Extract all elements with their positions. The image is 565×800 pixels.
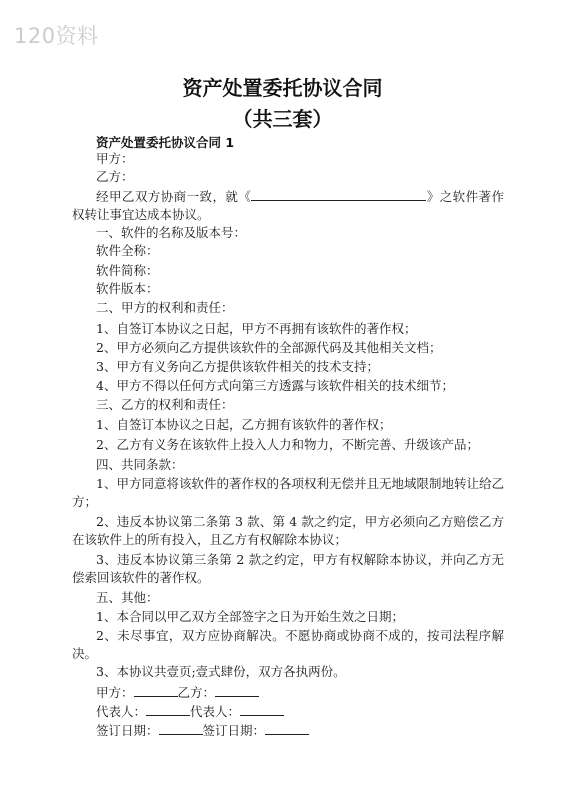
section-2-item: 2、甲方必须向乙方提供该软件的全部源代码及其他相关文档；	[96, 340, 442, 355]
sign-party-a-blank	[134, 682, 178, 697]
section-2-item: 1、自签订本协议之日起，甲方不再拥有该软件的著作权；	[96, 321, 417, 336]
section-3-item: 2、乙方有义务在该软件上投入人力和物力，不断完善、升级该产品；	[96, 437, 479, 452]
software-name-blank	[251, 186, 426, 201]
section-5-title: 五、其他：	[96, 590, 159, 605]
section-5-item: 3、本协议共壹页;壹式肆份，双方各执两份。	[96, 664, 346, 679]
sign-party-a-label: 甲方：	[96, 685, 134, 700]
sign-date-b-label: 签订日期：	[202, 723, 266, 738]
party-a-label: 甲方：	[96, 151, 134, 166]
section-5-item: 1、本合同以甲乙双方全部签字之日为开始生效之日期；	[96, 609, 404, 624]
sign-rep-a-blank	[146, 701, 190, 716]
intro-text-after: 》之软件著作权转让事宜达成本协议。	[72, 189, 504, 222]
sign-party-b-blank	[215, 682, 259, 697]
section-4-title: 四、共同条款：	[96, 457, 184, 472]
sign-date-a-blank	[159, 720, 203, 735]
section-2-item: 4、甲方不得以任何方式向第三方透露与该软件相关的技术细节；	[96, 378, 454, 393]
section-5-item: 2、未尽事宜，双方应协商解决。不愿协商或协商不成的，按司法程序解决。	[72, 628, 504, 661]
sign-date-a-label: 签订日期：	[96, 723, 159, 738]
document-title: 资产处置委托协议合同	[182, 76, 383, 100]
sign-party-b-label: 乙方：	[177, 685, 216, 700]
section-1-title: 一、软件的名称及版本号：	[96, 225, 247, 240]
section-2-item: 3、甲方有义务向乙方提供该软件相关的技术支持；	[96, 359, 379, 374]
software-shortname-label: 软件简称：	[96, 263, 159, 278]
section-3-title: 三、乙方的权利和责任：	[96, 397, 234, 412]
contract-heading: 资产处置委托协议合同 1	[96, 135, 235, 150]
party-b-label: 乙方：	[96, 169, 134, 184]
watermark: 120资料	[14, 24, 99, 48]
software-version-label: 软件版本：	[96, 281, 159, 296]
section-2-title: 二、甲方的权利和责任：	[96, 300, 234, 315]
sign-rep-b-blank	[240, 701, 284, 716]
section-4-item: 2、违反本协议第二条第 3 款、第 4 款之约定，甲方必须向乙方赔偿乙方在该软件上的所有投入，且乙方有权解除本协议；	[72, 514, 504, 547]
section-3-item: 1、自签订本协议之日起，乙方拥有该软件的著作权；	[96, 417, 392, 432]
sign-rep-a-label: 代表人：	[96, 704, 147, 719]
intro-paragraph	[72, 186, 504, 224]
sign-date-b-blank	[265, 720, 309, 735]
signature-row-representatives	[96, 701, 506, 721]
signature-row-dates	[96, 720, 506, 740]
software-fullname-label: 软件全称：	[96, 243, 159, 258]
section-4-item: 3、违反本协议第三条第 2 款之约定，甲方有权解除本协议，并向乙方无偿索回该软件的著作权。	[72, 552, 504, 585]
signature-row-parties	[96, 682, 506, 702]
document-subtitle: （共三套）	[232, 107, 333, 131]
sign-rep-b-label: 代表人：	[190, 704, 241, 719]
intro-text-before: 经甲乙双方协商一致，就《	[96, 189, 252, 204]
section-4-item: 1、甲方同意将该软件的著作权的各项权利无偿并且无地域限制地转让给乙方；	[72, 476, 504, 509]
